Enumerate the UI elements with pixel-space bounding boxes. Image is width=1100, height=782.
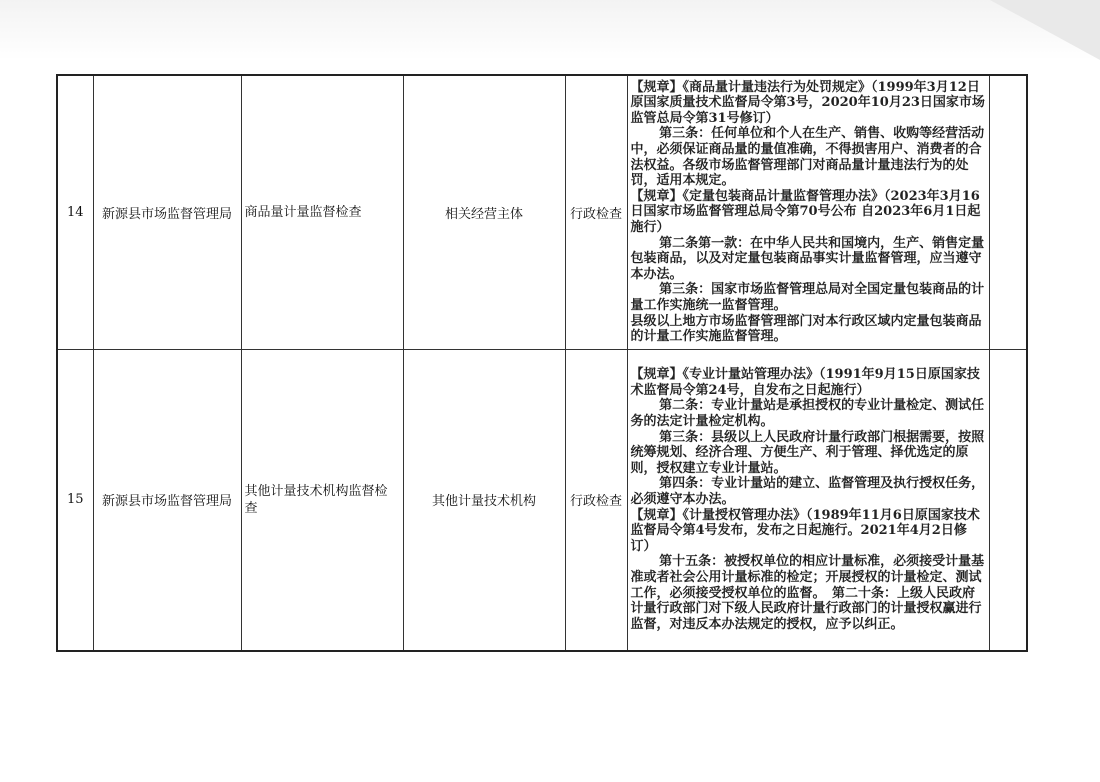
- action-type-cell: 行政检查: [565, 75, 627, 349]
- row-number: 15: [57, 349, 93, 651]
- item-name-cell: 其他计量技术机构监督检查: [241, 349, 403, 651]
- subject-cell: 相关经营主体: [403, 75, 565, 349]
- legal-basis-cell: [627, 75, 989, 349]
- remarks-cell: [989, 75, 1027, 349]
- page-shade: [0, 0, 1100, 60]
- page-corner-fold: [990, 0, 1100, 60]
- legal-basis-paragraph: 第十五条：被授权单位的相应计量标准，必须接受计量基准或者社会公用计量标准的检定；开展授权的计量检定、测试工作，必须接受授权单位的监督。 第二十条：上级人民政府计量行政部门对下级人民政府计量行政部门的计量授权赢进行监督，对违反本办法规定的授权，应予以纠正。: [630, 554, 985, 632]
- legal-basis-paragraph: 第三条：任何单位和个人在生产、销售、收购等经营活动中，必须保证商品量的量值准确，不得损害用户、消费者的合法权益。各级市场监督管理部门对商品量计量违法行为的处罚，适用本规定。: [630, 126, 985, 189]
- legal-basis-paragraph: 【规章】《定量包装商品计量监督管理办法》（2023年3月16日国家市场监督管理总局令第70号公布 自2023年6月1日起施行）: [630, 188, 981, 236]
- department-cell: 新源县市场监督管理局: [93, 75, 241, 349]
- table-row: [57, 349, 1027, 651]
- subject-cell: 其他计量技术机构: [403, 349, 565, 651]
- legal-basis-paragraph: 第三条：国家市场监督管理总局对全国定量包装商品的计量工作实施统一监督管理。: [630, 282, 985, 314]
- legal-basis-paragraph: 县级以上地方市场监督管理部门对本行政区域内定量包装商品的计量工作实施监督管理。: [630, 313, 982, 345]
- legal-basis-paragraph: 【规章】《商品量计量违法行为处罚规定》（1999年3月12日原国家质量技术监督局令第3号，2020年10月23日国家市场监管总局令第31号修订）: [630, 79, 985, 126]
- legal-basis-cell: [627, 349, 989, 651]
- remarks-cell: [989, 349, 1027, 651]
- table-row: [57, 75, 1027, 349]
- legal-basis-paragraph: 第二条：专业计量站是承担授权的专业计量检定、测试任务的法定计量检定机构。: [630, 398, 985, 429]
- legal-basis-paragraph: 【规章】《专业计量站管理办法》（1991年9月15日原国家技术监督局令第24号，自发布之日起施行）: [630, 367, 980, 398]
- regulation-table: [56, 74, 1028, 652]
- action-type-cell: 行政检查: [565, 349, 627, 651]
- legal-basis-paragraph: 第二条第一款：在中华人民共和国境内，生产、销售定量包装商品，以及对定量包装商品事实计量监督管理，应当遵守本办法。: [630, 235, 985, 282]
- legal-basis-paragraph: 第三条：县级以上人民政府计量行政部门根据需要，按照统筹规划、经济合理、方便生产、利于管理、择优选定的原则，授权建立专业计量站。: [630, 429, 985, 476]
- item-name-cell: 商品量计量监督检查: [241, 75, 403, 349]
- row-number: 14: [57, 75, 93, 349]
- department-cell: 新源县市场监督管理局: [93, 349, 241, 651]
- legal-basis-paragraph: 【规章】《计量授权管理办法》（1989年11月6日原国家技术监督局令第4号发布，发布之日起施行。2021年4月2日修订）: [630, 507, 980, 554]
- legal-basis-paragraph: 第四条：专业计量站的建立、监督管理及执行授权任务，必须遵守本办法。: [630, 476, 985, 507]
